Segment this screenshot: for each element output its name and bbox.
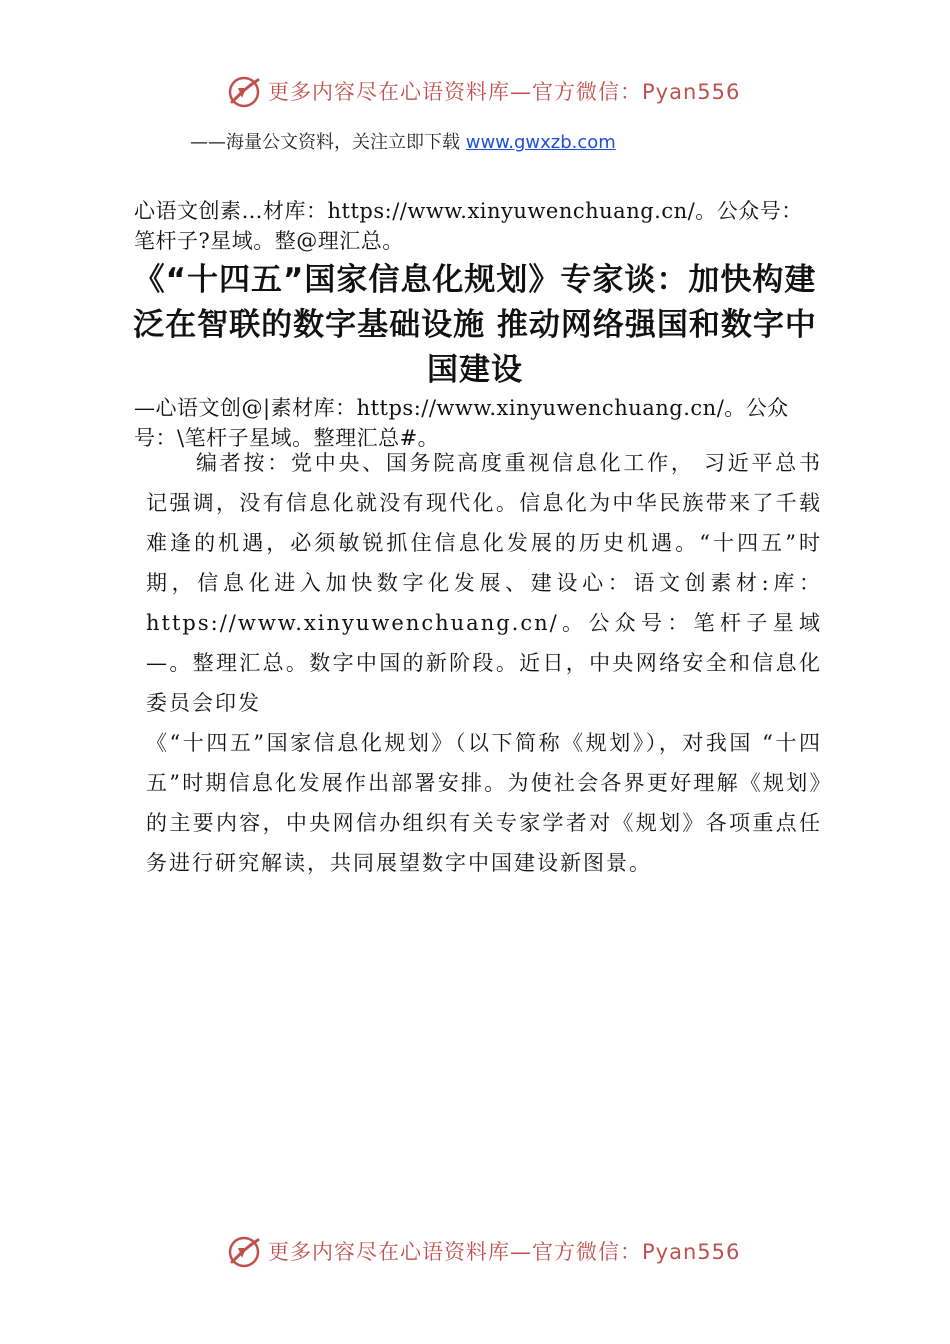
subline-text: ——海量公文资料，关注立即下载 [190, 132, 466, 153]
website-link[interactable]: www.gwxzb.com [465, 132, 616, 153]
paragraph-1: 编者按：党中央、国务院高度重视信息化工作， 习近平总书记强调，没有信息化就没有现代化。信息化为中华民族带来了千载难逢的机遇，必须敏锐抓住信息化发展的历史机遇。“十四五”时期，信息化进入加快数字化发展、建设心：语文创素材:库：https://www.xinyuwenchuang.cn/。公众号：笔杆子星域—。整理汇总。数字中国的新阶段。近日，中央网络安全和信息化委员会印发 [146, 451, 822, 715]
paragraph-2: 《“十四五”国家信息化规划》（以下简称《规划》），对我国 “十四五”时期信息化发展作出部署安排。为使社会各界更好理解《规划》的主要内容，中央网信办组织有关专家学者对《规划》各项重点任务进行研究解读，共同展望数字中国建设新图景。 [146, 731, 822, 875]
header-subline [190, 128, 616, 154]
source-line-2: —心语文创@|素材库：https://www.xinyuwenchuang.cn/。公众号：\笔杆子星域。整理汇总#。 [134, 396, 789, 450]
logo-icon [226, 1234, 262, 1270]
header-banner-text: 更多内容尽在心语资料库—官方微信：Pyan556 [268, 80, 741, 104]
footer-banner [0, 1232, 950, 1272]
header-banner [0, 72, 950, 112]
source-line-1: 心语文创素…材库：https://www.xinyuwenchuang.cn/。公众号：笔杆子?星域。整@理汇总。 [134, 199, 803, 253]
footer-banner-text: 更多内容尽在心语资料库—官方微信：Pyan556 [268, 1240, 741, 1264]
document-title: 《“十四五”国家信息化规划》专家谈：加快构建泛在智联的数字基础设施 推动网络强国和数字中国建设 [133, 262, 817, 388]
document-body [146, 443, 822, 883]
logo-icon [226, 74, 262, 110]
